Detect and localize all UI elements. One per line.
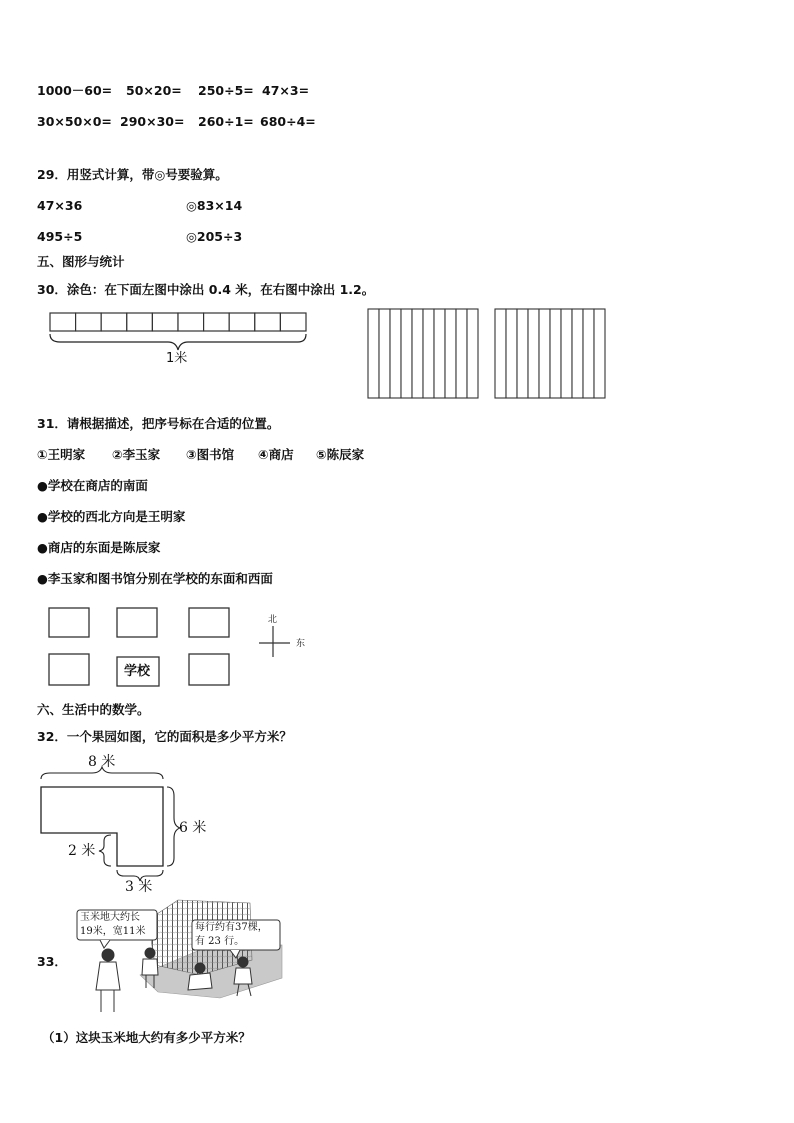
dim-right-label: 6 米 <box>179 820 207 836</box>
meter-label: 1米 <box>166 351 188 366</box>
vertical-calc-2: ◎83×14 <box>186 198 243 213</box>
clue-3: ●商店的东面是陈辰家 <box>37 540 161 555</box>
bubble-2-line-1: 每行约有37棵， <box>195 922 268 933</box>
dim-bottom-label: 3 米 <box>125 879 153 895</box>
question-33-sub-1: （1）这块玉米地大约有多少平方米？ <box>42 1030 251 1045</box>
option-1: ①王明家 <box>37 447 86 462</box>
compass-east-label: 东 <box>296 639 306 649</box>
dim-top-label: 8 米 <box>88 754 116 770</box>
calc-6: 290×30= <box>120 114 185 129</box>
calc-4: 47×3= <box>262 83 310 98</box>
question-33-number: 33． <box>37 954 67 969</box>
bubble-2-line-2: 有 23 行。 <box>195 936 245 947</box>
clue-4: ●李玉家和图书馆分别在学校的东面和西面 <box>37 571 273 586</box>
question-29-title: 29．用竖式计算，带◎号要验算。 <box>37 167 228 182</box>
calc-3: 250÷5= <box>198 83 254 98</box>
calc-7: 260÷1= <box>198 114 254 129</box>
option-5: ⑤陈辰家 <box>316 447 365 462</box>
bubble-1-line-2: 19米，宽11米 <box>80 926 146 937</box>
clue-1: ●学校在商店的南面 <box>37 478 148 493</box>
vertical-calc-1: 47×36 <box>37 198 83 213</box>
calc-2: 50×20= <box>126 83 182 98</box>
compass-north-label: 北 <box>268 615 278 625</box>
question-32-title: 32．一个果园如图，它的面积是多少平方米？ <box>37 729 292 744</box>
school-label: 学校 <box>124 664 151 679</box>
section-5-title: 五、图形与统计 <box>37 254 125 269</box>
question-31-title: 31．请根据描述，把序号标在合适的位置。 <box>37 416 280 431</box>
bubble-1-line-1: 玉米地大约长 <box>80 912 140 923</box>
vertical-calc-4: ◎205÷3 <box>186 229 243 244</box>
option-2: ②李玉家 <box>112 447 161 462</box>
question-30-title: 30．涂色：在下面左图中涂出 0.4 米，在右图中涂出 1.2。 <box>37 282 375 297</box>
clue-2: ●学校的西北方向是王明家 <box>37 509 186 524</box>
section-6-title: 六、生活中的数学。 <box>37 702 150 717</box>
option-3: ③图书馆 <box>186 447 235 462</box>
dim-inner-label: 2 米 <box>68 843 96 859</box>
vertical-calc-3: 495÷5 <box>37 229 83 244</box>
calc-8: 680÷4= <box>260 114 316 129</box>
girl-figure <box>96 949 120 1012</box>
calc-1: 1000－60= <box>37 83 113 98</box>
option-4: ④商店 <box>258 447 294 462</box>
calc-5: 30×50×0= <box>37 114 112 129</box>
